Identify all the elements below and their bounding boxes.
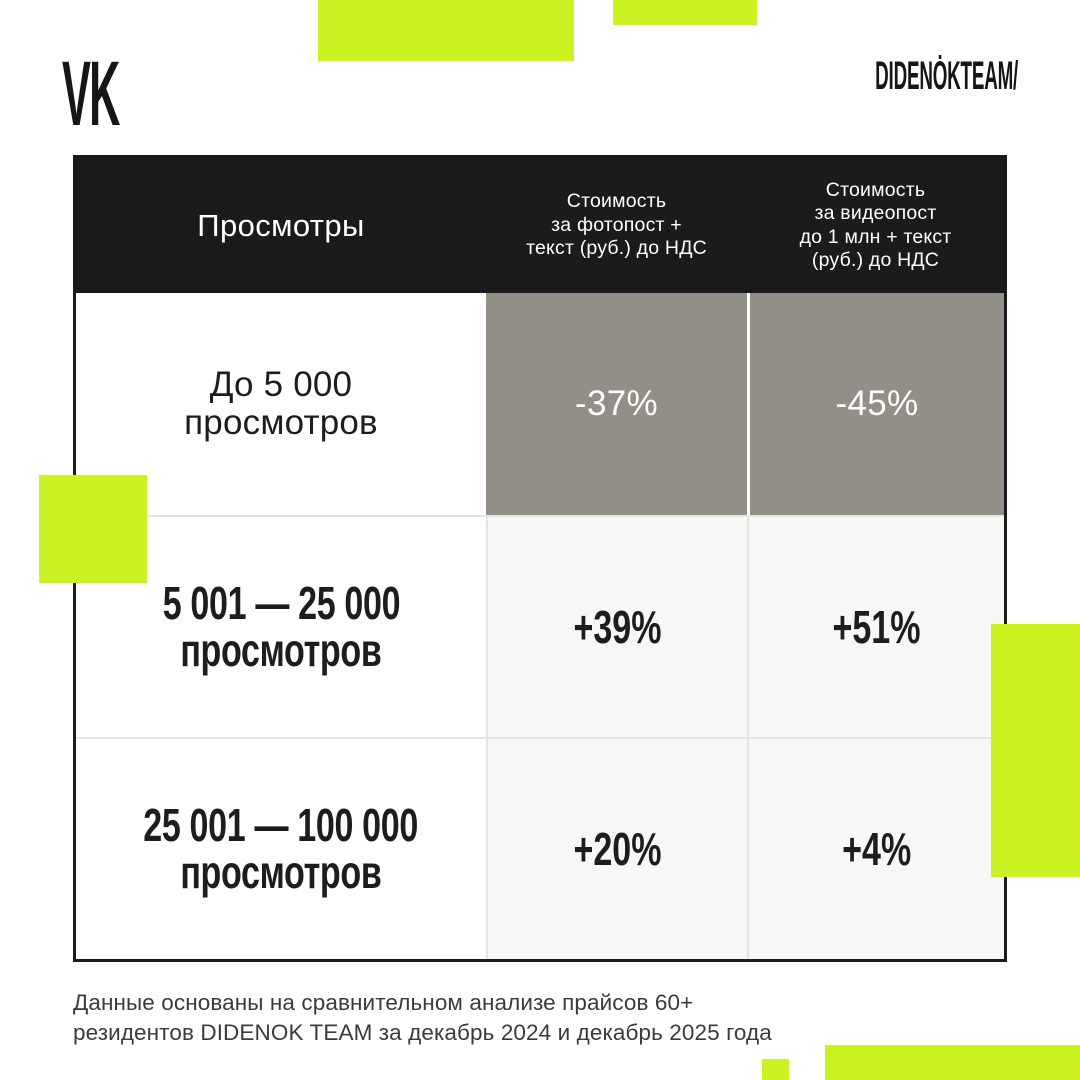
accent-block-top-large: [318, 0, 574, 61]
views-unit: просмотров: [180, 846, 382, 898]
table-row-5001-25000: [76, 515, 1004, 737]
accent-block-top-small: [613, 0, 757, 25]
accent-block-right: [991, 624, 1080, 877]
header-video-post: [747, 158, 1004, 293]
header-photo-line: Стоимость: [566, 190, 667, 213]
views-range: До 5 000: [209, 364, 353, 404]
didenok-team-logo: [714, 56, 1018, 96]
table-header-row: [76, 158, 1004, 293]
vk-logo-text: VK: [62, 43, 119, 145]
accent-block-left: [39, 475, 147, 583]
header-video-line: до 1 млн + текст: [799, 225, 952, 248]
header-video-line: Стоимость: [825, 178, 926, 201]
photo-post-value-cell: [486, 293, 747, 515]
photo-post-value: -37%: [575, 384, 658, 423]
vk-logo: [62, 43, 182, 145]
photo-post-value-cell: [486, 739, 747, 959]
accent-block-bottom-bar: [825, 1045, 1080, 1080]
photo-post-value: +20%: [573, 823, 662, 875]
views-range: 5 001 — 25 000: [162, 577, 400, 630]
video-post-value: +4%: [841, 823, 912, 875]
footnote: [73, 988, 772, 1048]
footnote-line: резидентов DIDENOK TEAM за декабрь 2024 и декабрь 2025 года: [73, 1020, 772, 1045]
views-unit: просмотров: [184, 403, 378, 442]
video-post-value-cell: [747, 293, 1004, 515]
table-row-under-5000: [76, 293, 1004, 515]
footnote-line: Данные основаны на сравнительном анализе прайсов 60+: [73, 990, 694, 1015]
accent-block-bottom-small: [762, 1059, 789, 1080]
video-post-value-cell: [747, 517, 1004, 737]
header-video-line: за видеопост: [814, 202, 937, 225]
header-views-label: Просмотры: [197, 207, 365, 243]
pricing-table: [73, 155, 1007, 962]
views-range-cell: [76, 739, 486, 959]
header-views: [76, 158, 486, 293]
views-unit: просмотров: [180, 624, 382, 676]
header-video-line: (руб.) до НДС: [811, 248, 940, 271]
views-range: 25 001 — 100 000: [143, 799, 419, 852]
video-post-value: -45%: [835, 384, 919, 423]
header-photo-line: текст (руб.) до НДС: [526, 237, 707, 260]
header-photo-line: за фотопост +: [551, 213, 682, 236]
table-row-25001-100000: [76, 737, 1004, 959]
photo-post-value: +39%: [573, 601, 662, 653]
video-post-value: +51%: [832, 601, 921, 653]
didenok-team-logo-text: DIDENȮKTEAM/: [875, 54, 1018, 98]
video-post-value-cell: [747, 739, 1004, 959]
photo-post-value-cell: [486, 517, 747, 737]
header-photo-post: [486, 158, 747, 293]
